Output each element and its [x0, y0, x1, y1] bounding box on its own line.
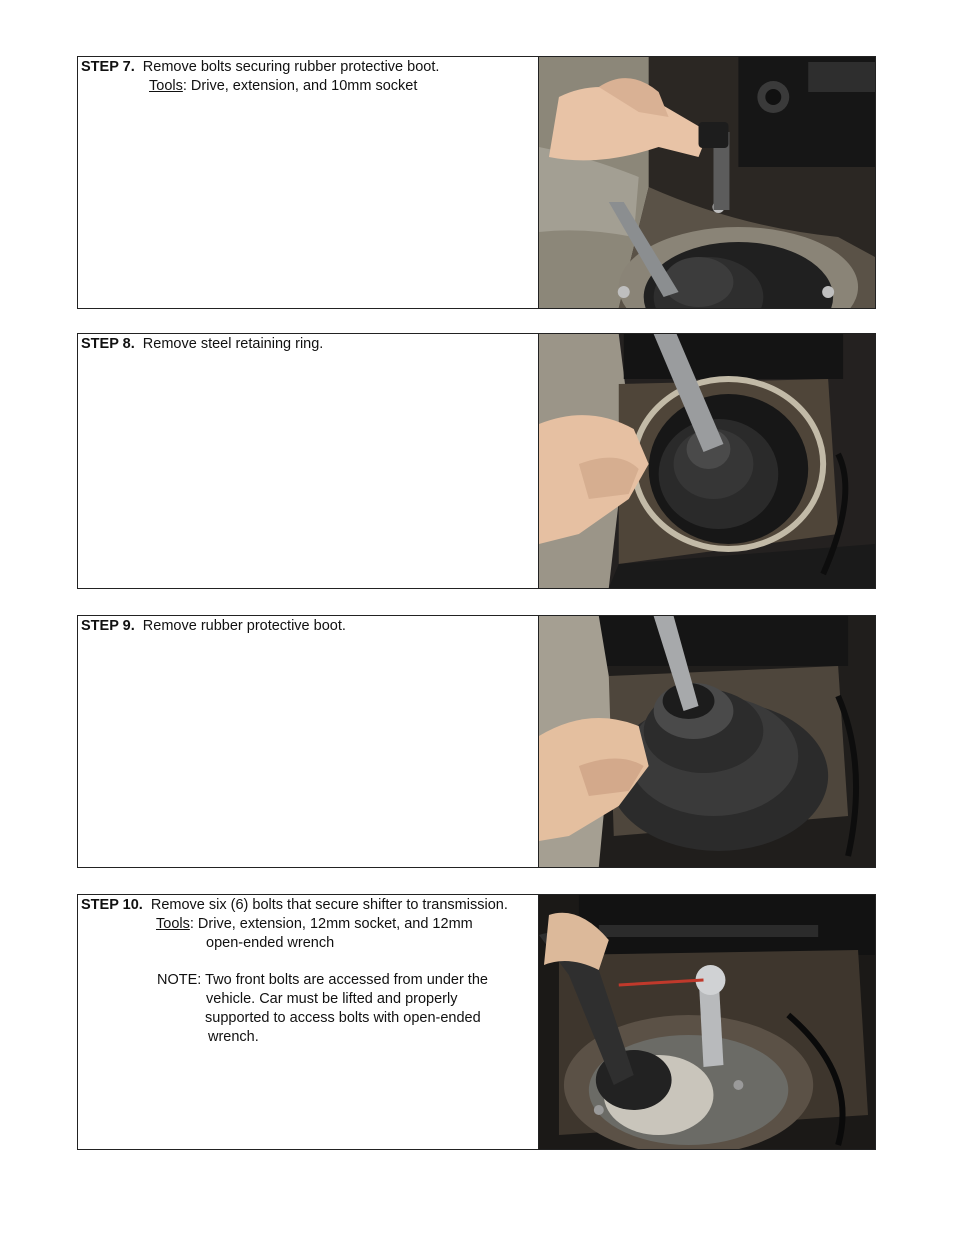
step-7-tools-text: : Drive, extension, and 10mm socket: [182, 77, 418, 94]
step-7-tools-label: Tools: [149, 77, 183, 94]
step-8-label: STEP 8.: [81, 336, 135, 352]
step-9-label: STEP 9.: [81, 618, 135, 634]
step-10-label: STEP 10.: [81, 897, 143, 913]
step-7-photo: [539, 57, 875, 308]
step-8-photo: [539, 334, 875, 588]
step-10-photo: [539, 895, 875, 1149]
step-9-instruction: Remove rubber protective boot.: [142, 618, 346, 634]
step-10-note-line-3: supported to access bolts with open-ended: [205, 1009, 481, 1026]
step-10-instruction: Remove six (6) bolts that secure shifter to transmission.: [150, 897, 508, 913]
step-7-box: [77, 56, 876, 309]
step-7-label: STEP 7.: [81, 59, 135, 75]
step-9-text: [78, 616, 539, 867]
step-7-instruction: Remove bolts securing rubber protective boot.: [142, 59, 440, 75]
step-7-text: [78, 57, 539, 308]
step-10-box: [77, 894, 876, 1150]
step-10-note-line-1: NOTE: Two front bolts are accessed from under the: [157, 972, 488, 989]
step-8-text: [78, 334, 539, 588]
step-9-photo: [539, 616, 875, 867]
step-10-text: [78, 895, 539, 1149]
step-10-tools-wrap: open-ended wrench: [206, 934, 335, 951]
step-8-instruction: Remove steel retaining ring.: [142, 336, 324, 352]
step-10-tools-label: Tools: [156, 915, 190, 932]
step-10-note-line-4: wrench.: [208, 1028, 259, 1045]
step-8-box: [77, 333, 876, 589]
step-9-box: [77, 615, 876, 868]
step-10-note-line-2: vehicle. Car must be lifted and properly: [206, 991, 458, 1008]
step-10-tools-text: : Drive, extension, 12mm socket, and 12mm: [189, 915, 473, 932]
